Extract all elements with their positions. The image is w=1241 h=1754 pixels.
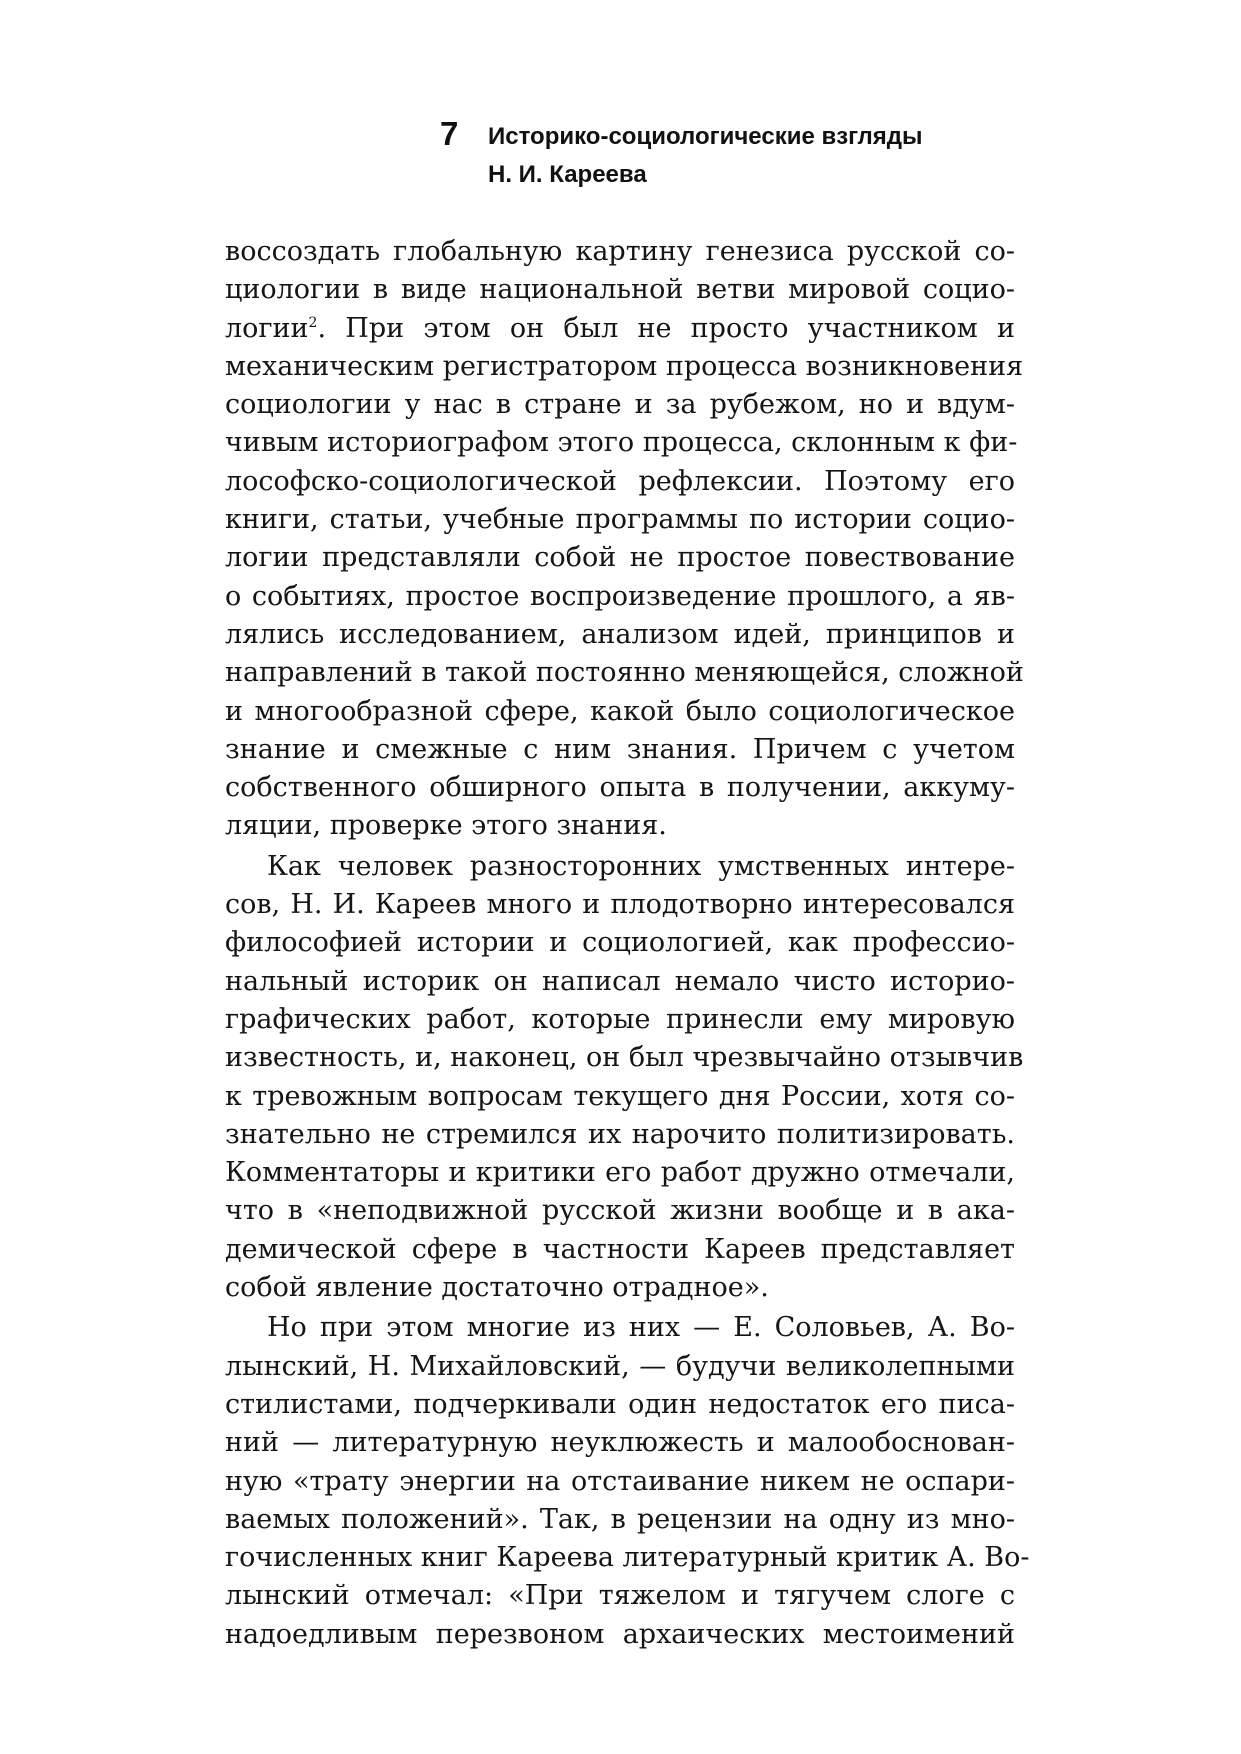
text-line: Комментаторы и критики его работ дружно отмечали, — [225, 1157, 1015, 1189]
chapter-title-line-1: Историко-социологические взгляды — [488, 123, 923, 150]
text-line: лософско-социологической рефлексии. Поэтому его — [225, 465, 1015, 497]
text-line: известность, и, наконец, он был чрезвычайно отзывчив — [225, 1042, 1024, 1074]
text-line: воссоздать глобальную картину генезиса русской со- — [225, 236, 1015, 267]
text-line: ную «трату энергии на отстаивание никем не оспари- — [225, 1465, 1015, 1497]
text-line: циологии в виде национальной ветви мировой социо- — [225, 274, 1015, 306]
text-line: ний — литературную неуклюжесть и малообоснован- — [225, 1427, 1015, 1459]
text-line: и многообразной сфере, какой было социологическое — [225, 695, 1015, 727]
text-line: направлений в такой постоянно меняющейся, сложной — [225, 657, 1024, 689]
text-line: стилистами, подчеркивали один недостаток его писа- — [225, 1388, 1015, 1420]
text-line: демической сфере в частности Кареев представляет — [225, 1233, 1015, 1265]
text-line: ляции, проверке этого знания. — [225, 810, 667, 842]
text-line: лялись исследованием, анализом идей, принципов и — [225, 618, 1015, 650]
text-line: социологии у нас в стране и за рубежом, но и вдум- — [225, 389, 1015, 421]
text-line: Как человек разносторонних умственных интере- — [267, 850, 1015, 882]
text-line: философией истории и социологией, как профессио- — [225, 927, 1015, 959]
text-line: лынский, Н. Михайловский, — будучи великолепными — [225, 1350, 1015, 1382]
text-line: книги, статьи, учебные программы по истории социо- — [225, 504, 1015, 536]
text-line: к тревожным вопросам текущего дня России, хотя со- — [225, 1080, 1015, 1112]
text-line: ваемых положений». Так, в рецензии на одну из мно- — [225, 1503, 1015, 1535]
chapter-title-line-2: Н. И. Кареева — [488, 161, 647, 188]
text-line — [225, 310, 1015, 348]
text-line: собственного обширного опыта в получении, аккуму- — [225, 772, 1015, 804]
text-line: о событиях, простое воспроизведение прошлого, а яв- — [225, 580, 1015, 612]
text-line: Но при этом многие из них — Е. Соловьев, А. Во- — [267, 1312, 1015, 1344]
text-line: гочисленных книг Кареева литературный критик А. Во- — [225, 1542, 1030, 1574]
page-number: 7 — [440, 115, 459, 152]
text-line: знательно не стремился их нарочито политизировать. — [225, 1118, 1015, 1150]
text-line: графических работ, которые принесли ему мировую — [225, 1003, 1015, 1035]
text-line: лынский отмечал: «При тяжелом и тягучем слоге с — [225, 1580, 1015, 1612]
text-line: сов, Н. И. Кареев много и плодотворно интересовался — [225, 889, 1015, 921]
body-text — [225, 233, 1030, 1654]
text-line: чивым историографом этого процесса, склонным к фи- — [225, 427, 1018, 459]
text-line: что в «неподвижной русской жизни вообще и в ака- — [225, 1195, 1015, 1227]
text-fragment: логии — [225, 312, 309, 344]
text-line: знание и смежные с ним знания. Причем с учетом — [225, 733, 1015, 765]
chapter-title — [488, 118, 923, 194]
text-line: собой явление достаточно отрадное». — [225, 1272, 769, 1304]
text-line: нальный историк он написал немало чисто историо- — [225, 965, 1015, 997]
footnote-marker: 2 — [308, 314, 318, 331]
text-fragment: . При этом он был не просто участником и — [317, 312, 1015, 344]
text-line: надоедливым перезвоном архаических местоимений — [225, 1618, 1015, 1650]
text-line: логии представляли собой не простое повествование — [225, 542, 1015, 574]
text-line: механическим регистратором процесса возникновения — [225, 350, 1024, 382]
